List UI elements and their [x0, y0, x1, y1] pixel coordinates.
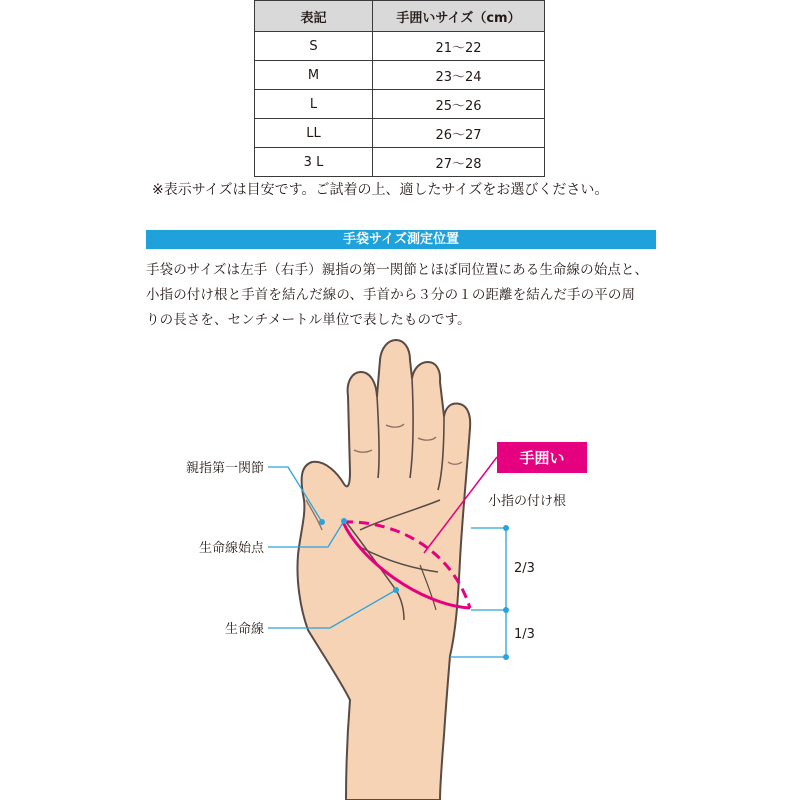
size-cell: LL	[255, 119, 373, 148]
lifeline-marker	[393, 587, 399, 593]
lifeline-start-marker	[341, 518, 347, 524]
header-hand-size: 手囲いサイズ（cm）	[373, 1, 545, 32]
label-pinky-base: 小指の付け根	[488, 494, 567, 509]
label-lifeline-start: 生命線始点	[198, 541, 264, 556]
size-cell: M	[255, 61, 373, 90]
size-cell: 3 L	[255, 148, 373, 177]
label-one-third: 1/3	[514, 627, 535, 642]
pinky-base-marker	[503, 525, 509, 531]
label-two-thirds: 2/3	[514, 561, 535, 576]
range-cell: 25～26	[373, 90, 545, 119]
range-cell: 26～27	[373, 119, 545, 148]
range-cell: 21～22	[373, 32, 545, 61]
label-thumb-joint: 親指第一関節	[185, 461, 264, 476]
one-third-marker	[503, 607, 509, 613]
section-title-bar: 手袋サイズ測定位置	[146, 230, 656, 249]
description-line-1: 手袋のサイズは左手（右手）親指の第一関節とほぼ同位置にある生命線の始点と、	[146, 262, 649, 278]
size-cell: S	[255, 32, 373, 61]
size-cell: L	[255, 90, 373, 119]
wrist-marker	[503, 654, 509, 660]
callout-label: 手囲い	[519, 449, 565, 467]
label-lifeline: 生命線	[224, 622, 264, 637]
range-cell: 23～24	[373, 61, 545, 90]
range-cell: 27～28	[373, 148, 545, 177]
size-note: ※表示サイズは目安です。ご試着の上、適したサイズをお選びください。	[152, 182, 609, 198]
description-line-2: 小指の付け根と手首を結んだ線の、手首から３分の１の距離を結んだ手の平の周	[146, 287, 636, 303]
description-line-3: りの長さを、センチメートル単位で表したものです。	[146, 312, 471, 328]
thumb-joint-marker	[319, 519, 325, 525]
header-notation: 表記	[255, 1, 373, 32]
